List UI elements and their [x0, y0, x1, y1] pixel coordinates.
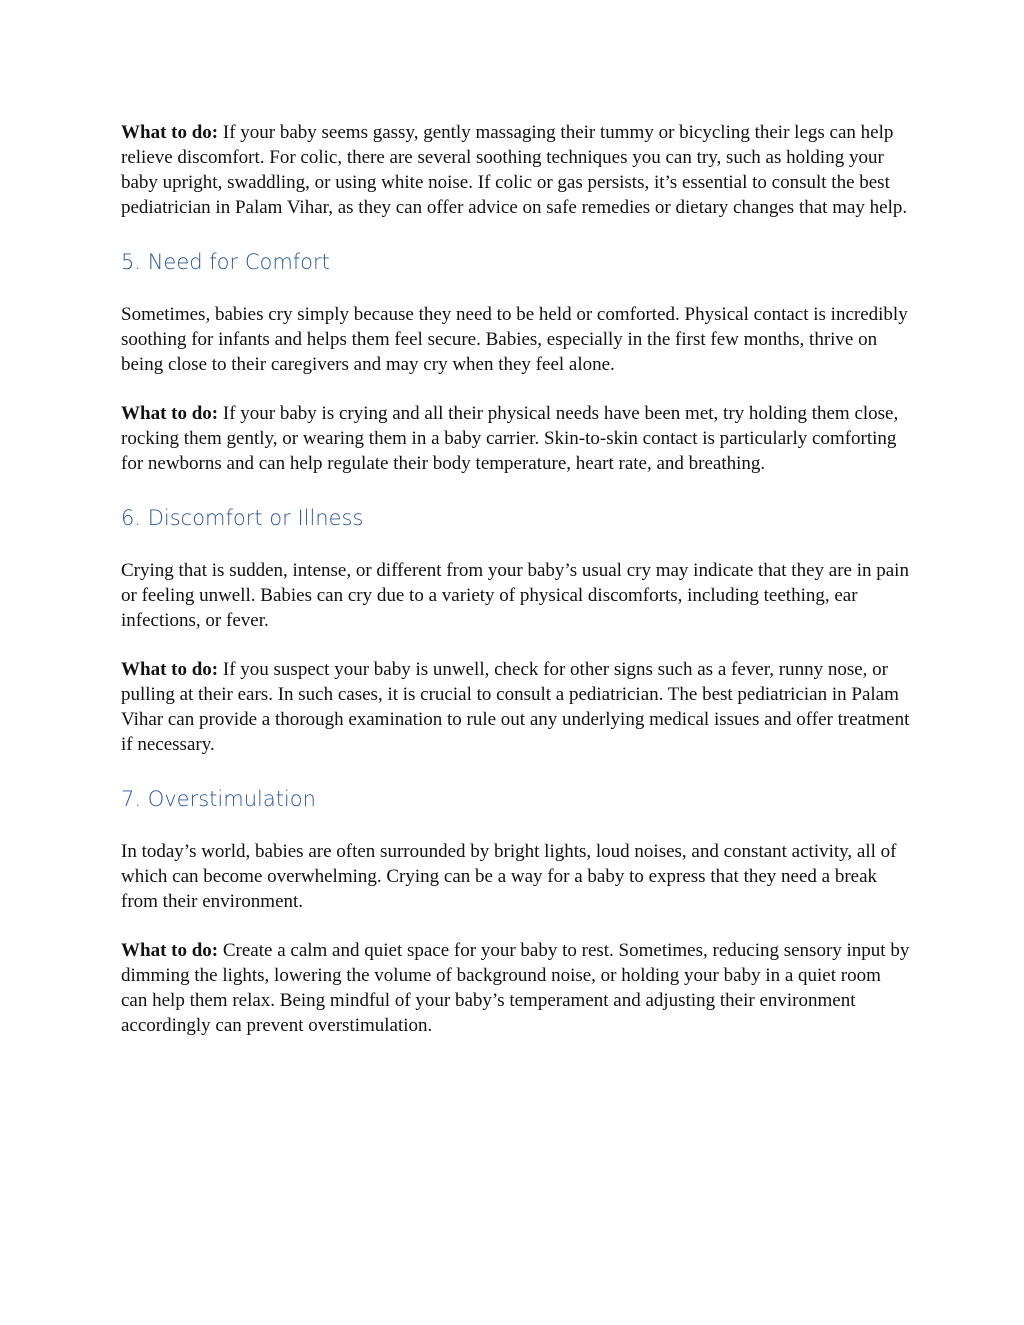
what-to-do-label: What to do:: [121, 940, 219, 961]
section7-what-to-do-paragraph: [121, 938, 911, 1038]
section6-what-to-do-paragraph: [121, 657, 911, 757]
what-to-do-text: Create a calm and quiet space for your baby to rest. Sometimes, reducing sensory input by dimming the lights, lowering the volume of background noise, or holding your baby in a quiet room can help them relax. Being mindful of your baby’s temperament and adjusting their environment accordingly can prevent overstimulation.: [121, 940, 910, 1036]
section-heading-discomfort-or-illness: 6. Discomfort or Illness: [121, 506, 364, 530]
section7-paragraph: In today’s world, babies are often surrounded by bright lights, loud noises, and constant activity, all of which can become overwhelming. Crying can be a way for a baby to express that they need a break from their environment.: [121, 841, 897, 912]
section5-paragraph: Sometimes, babies cry simply because they need to be held or comforted. Physical contact is incredibly soothing for infants and helps them feel secure. Babies, especially in the first few months, thrive on being close to their caregivers and may cry when they feel alone.: [121, 304, 908, 375]
what-to-do-label: What to do:: [121, 659, 219, 680]
what-to-do-text: If you suspect your baby is unwell, check for other signs such as a fever, runny nose, or pulling at their ears. In such cases, it is crucial to consult a pediatrician. The best pediatrician in Palam Vihar can provide a thorough examination to rule out any underlying medical issues and offer treatment if necessary.: [121, 659, 910, 755]
intro-what-to-do-paragraph: [121, 120, 911, 220]
section-heading-need-for-comfort: 5. Need for Comfort: [121, 250, 330, 274]
what-to-do-label: What to do:: [121, 122, 219, 143]
section6-paragraph: Crying that is sudden, intense, or different from your baby’s usual cry may indicate that they are in pain or feeling unwell. Babies can cry due to a variety of physical discomforts, including teething, ear infections, or fever.: [121, 560, 909, 631]
section-heading-overstimulation: 7. Overstimulation: [121, 787, 316, 811]
what-to-do-text: If your baby is crying and all their physical needs have been met, try holding them close, rocking them gently, or wearing them in a baby carrier. Skin-to-skin contact is particularly comforting for newborns and can help regulate their body temperature, heart rate, and breathing.: [121, 403, 899, 474]
section5-what-to-do-paragraph: [121, 401, 911, 476]
what-to-do-label: What to do:: [121, 403, 219, 424]
document-page: [121, 120, 911, 1062]
what-to-do-text: If your baby seems gassy, gently massaging their tummy or bicycling their legs can help relieve discomfort. For colic, there are several soothing techniques you can try, such as holding your baby upright, swaddling, or using white noise. If colic or gas persists, it’s essential to consult the best pediatrician in Palam Vihar, as they can offer advice on safe remedies or dietary changes that may help.: [121, 122, 908, 218]
